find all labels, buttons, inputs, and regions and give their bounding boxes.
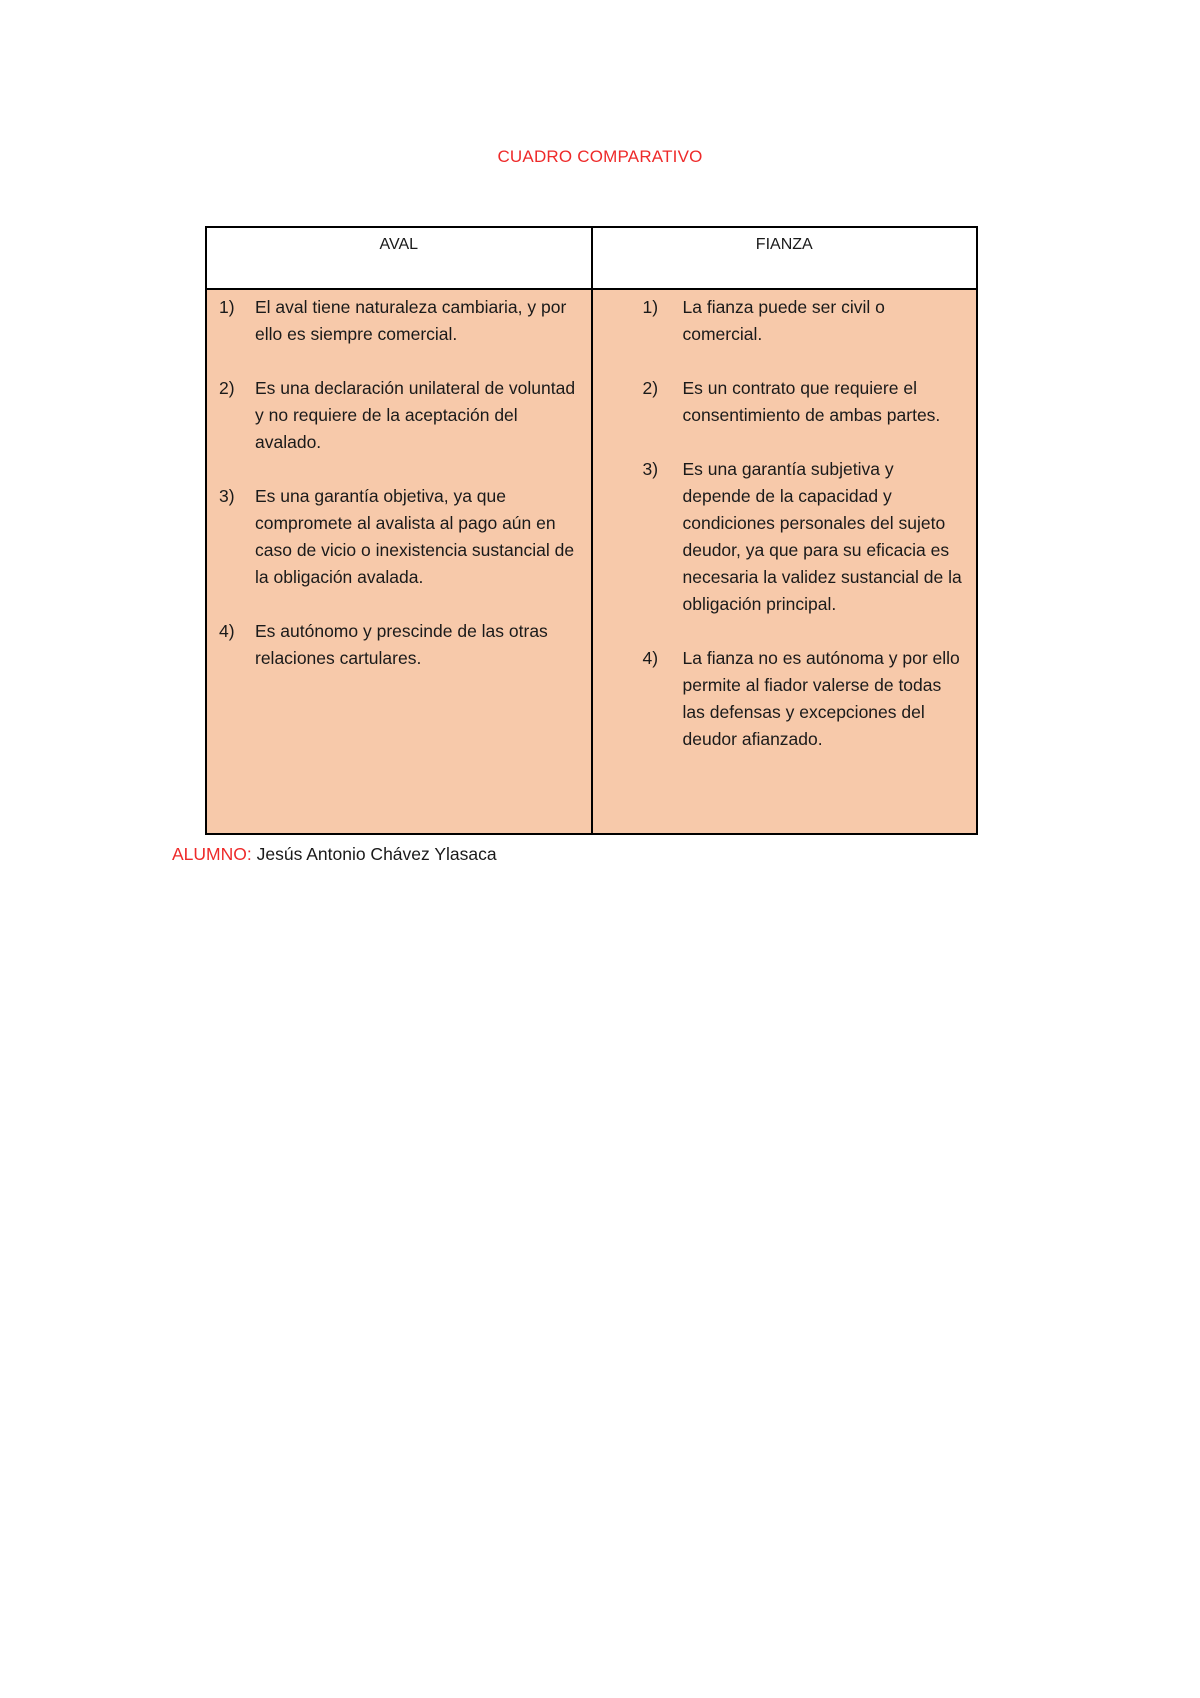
item-text: Es autónomo y prescinde de las otras relaciones cartulares. <box>255 621 548 668</box>
item-text: Es una garantía subjetiva y depende de la capacidad y condiciones personales del sujeto deudor, ya que para su eficacia es necesaria la validez sustancial de la obligación principal. <box>682 459 962 614</box>
item-text: El aval tiene naturaleza cambiaria, y por ello es siempre comercial. <box>255 297 567 344</box>
list-item <box>213 618 577 672</box>
item-number: 4) <box>219 621 235 641</box>
item-number: 3) <box>642 459 659 479</box>
list-item <box>599 294 963 348</box>
fianza-list <box>599 294 963 753</box>
comparison-table <box>205 226 978 835</box>
list-item <box>599 456 963 618</box>
list-item <box>213 483 577 591</box>
item-number: 1) <box>219 297 235 317</box>
column-header-aval: AVAL <box>206 227 592 289</box>
item-text: Es una garantía objetiva, ya que compromete al avalista al pago aún en caso de vicio o inexistencia sustancial de la obligación avalada. <box>255 486 575 587</box>
table-row <box>206 289 977 834</box>
list-item <box>213 294 577 348</box>
student-label: ALUMNO: <box>172 844 252 864</box>
item-text: Es un contrato que requiere el consentimiento de ambas partes. <box>682 378 941 425</box>
aval-list <box>213 294 577 672</box>
column-header-fianza: FIANZA <box>592 227 978 289</box>
item-number: 2) <box>219 378 235 398</box>
list-item <box>599 645 963 753</box>
item-number: 2) <box>642 378 659 398</box>
item-number: 1) <box>642 297 659 317</box>
fianza-cell <box>592 289 978 834</box>
item-text: Es una declaración unilateral de voluntad y no requiere de la aceptación del avalado. <box>255 378 576 452</box>
item-number: 3) <box>219 486 235 506</box>
student-line <box>172 844 497 865</box>
aval-cell <box>206 289 592 834</box>
item-text: La fianza puede ser civil o comercial. <box>682 297 885 344</box>
list-item <box>599 375 963 429</box>
student-name: Jesús Antonio Chávez Ylasaca <box>256 844 497 864</box>
table-header-row <box>206 227 977 289</box>
item-text: La fianza no es autónoma y por ello permite al fiador valerse de todas las defensas y excepciones del deudor afianzado. <box>682 648 960 749</box>
list-item <box>213 375 577 456</box>
page-title: CUADRO COMPARATIVO <box>497 147 703 166</box>
item-number: 4) <box>642 648 659 668</box>
